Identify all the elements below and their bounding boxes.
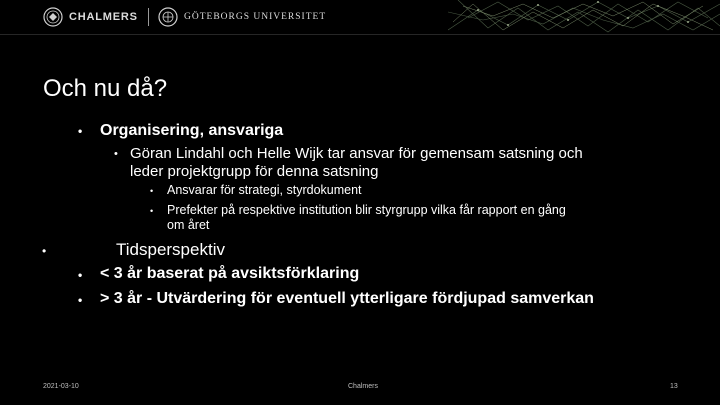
header-divider — [0, 34, 720, 35]
list-item-continuation: om året — [167, 218, 210, 232]
header-band — [0, 0, 720, 34]
bullet-icon: • — [150, 206, 154, 216]
bullet-icon: • — [78, 124, 83, 138]
list-item: Organisering, ansvariga — [100, 122, 284, 139]
chalmers-logo — [43, 6, 138, 28]
list-item-continuation: leder projektgrupp för denna satsning — [130, 163, 379, 180]
list-item: < 3 år baserat på avsiktsförklaring — [100, 265, 360, 282]
bullet-icon: • — [78, 268, 83, 282]
slide-title: Och nu då? — [43, 75, 168, 102]
logo-divider — [148, 8, 149, 26]
network-graphic-icon — [448, 0, 720, 34]
list-item: Prefekter på respektive institution blir styrgrupp vilka får rapport en gång — [167, 203, 566, 217]
gu-logo-text: GÖTEBORGS UNIVERSITET — [184, 12, 327, 22]
bullet-icon: • — [114, 148, 118, 160]
footer-center: Chalmers — [348, 383, 378, 390]
chalmers-logo-text: CHALMERS — [69, 11, 138, 23]
list-item: > 3 år - Utvärdering för eventuell ytterligare fördjupad samverkan — [100, 290, 594, 307]
bullet-icon: • — [150, 186, 154, 196]
bullet-icon: • — [78, 293, 83, 307]
list-item: Ansvarar för strategi, styrdokument — [167, 183, 362, 197]
page-number: 13 — [670, 383, 678, 390]
gu-logo — [158, 6, 326, 28]
bullet-icon: • — [42, 244, 47, 258]
chalmers-seal-icon — [43, 7, 63, 27]
gu-seal-icon — [158, 7, 178, 27]
list-item: Göran Lindahl och Helle Wijk tar ansvar för gemensam satsning och — [130, 145, 583, 162]
list-item: Tidsperspektiv — [116, 240, 225, 259]
footer-date: 2021-03-10 — [43, 383, 79, 390]
